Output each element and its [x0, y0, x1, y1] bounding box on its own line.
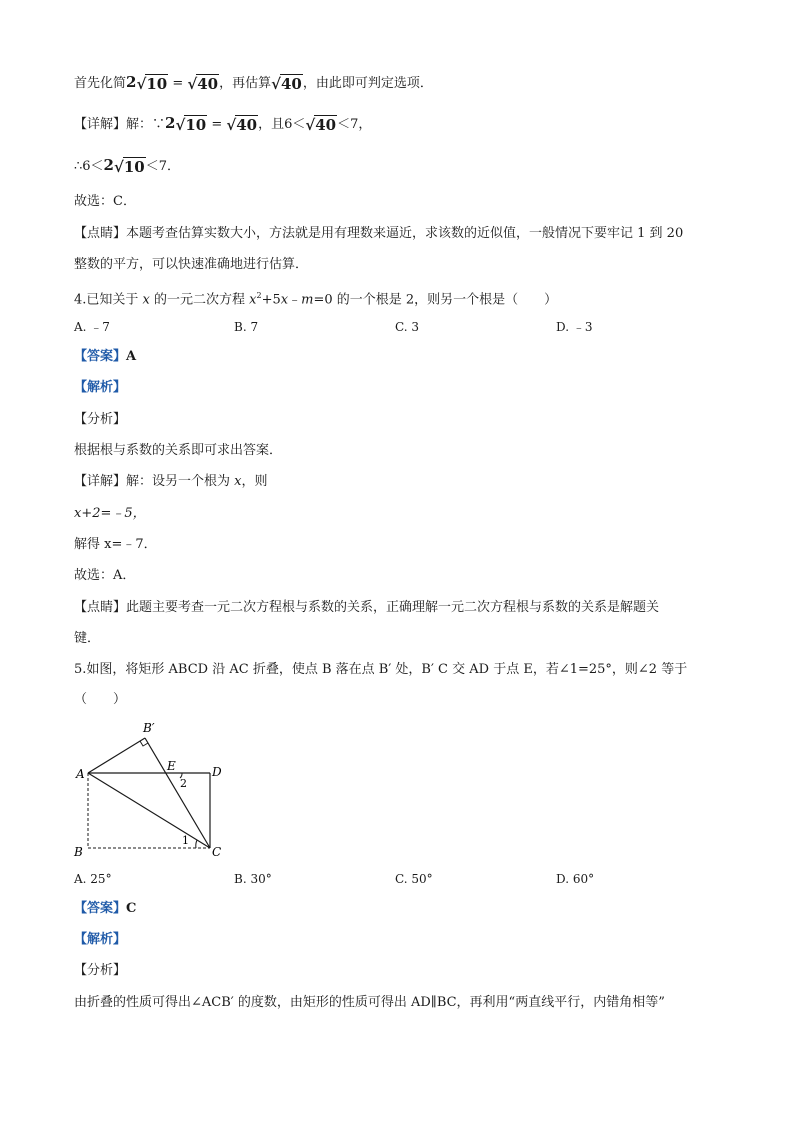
- q5-option-b[interactable]: B. 30°: [234, 872, 272, 886]
- label-a: A: [76, 767, 85, 781]
- sqrt-40: √40: [187, 74, 219, 93]
- q4-option-a[interactable]: A. ﹣7: [74, 320, 110, 334]
- intro-text-2: ，再估算: [219, 76, 272, 91]
- label-c: C: [212, 845, 222, 859]
- intro-eq: =: [168, 76, 188, 91]
- q4-option-b[interactable]: B. 7: [234, 320, 259, 334]
- q3-detail-text-3: ＜7，: [337, 117, 372, 132]
- label-angle-1: 1: [182, 834, 189, 847]
- q4-choose: 故选：A．: [74, 568, 136, 583]
- q5-option-c[interactable]: C. 50°: [395, 872, 433, 886]
- intro-line: [74, 72, 433, 94]
- intro-text-3: ，由此即可判定选项．: [302, 76, 433, 91]
- q5-fenxi-tag: 【分析】: [74, 963, 127, 978]
- label-b: B: [74, 845, 83, 859]
- label-angle-2: 2: [180, 777, 187, 790]
- sqrt-40-b: √40: [271, 74, 302, 93]
- angle-1-arc: [196, 840, 197, 848]
- q5-answer: 【答案】C: [74, 901, 137, 916]
- q4-answer: 【答案】A: [74, 349, 137, 364]
- q5-stem-2: （ ）: [74, 692, 127, 707]
- line-ab-prime: [88, 738, 145, 773]
- q4-fenxi-text: 根据根与系数的关系即可求出答案．: [74, 443, 283, 458]
- q4-eq-line: x+2=﹣5，: [74, 506, 146, 521]
- line-b-prime-c: [145, 738, 210, 848]
- q4-analysis-tag: 【解析】: [74, 380, 127, 395]
- q4-detail: 【详解】解：设另一个根为 x，则: [74, 474, 268, 489]
- label-d: D: [212, 765, 222, 779]
- q3-detail-text-1: 解：∵: [126, 117, 166, 132]
- q5-fenxi-text: 由折叠的性质可得出∠ACB′ 的度数，由矩形的性质可得出 AD∥BC，再利用“两直线平行，内错角相等”: [74, 995, 665, 1010]
- q5-analysis-tag: 【解析】: [74, 932, 127, 947]
- q3-therefore-line: ∴6＜2√10＜7．: [74, 156, 180, 176]
- geometry-figure: [70, 718, 240, 860]
- q4-option-c[interactable]: C. 3: [395, 320, 420, 334]
- q4-comment-2: 键．: [74, 631, 101, 646]
- q4-solve-line: 解得 x=﹣7．: [74, 537, 157, 552]
- q4-option-d[interactable]: D. ﹣3: [556, 320, 593, 334]
- q4-stem: 4.已知关于 x 的一元二次方程 $x^2+5x﹣m=0$ 的一个根是 2，则另一个根是（ ）: [74, 291, 558, 308]
- q4-fenxi-tag: 【分析】: [74, 412, 127, 427]
- q3-detail-line: 【详解】解：∵2√10 = √40，且6＜√40＜7，: [74, 114, 372, 134]
- sqrt-10: √10: [136, 74, 168, 93]
- label-e: E: [167, 759, 176, 773]
- q3-detail-tag: 【详解】: [74, 117, 127, 132]
- q3-comment-2: 整数的平方，可以快速准确地进行估算．: [74, 257, 309, 272]
- q5-stem-1: 5.如图，将矩形 ABCD 沿 AC 折叠，使点 B 落在点 B′ 处，B′ C 交 AD 于点 E，若∠1=25°，则∠2 等于: [74, 662, 688, 677]
- q3-choose: 故选：C．: [74, 194, 136, 209]
- q5-option-d[interactable]: D. 60°: [556, 872, 595, 886]
- line-ac: [88, 773, 210, 848]
- intro-coef: 2: [126, 73, 137, 91]
- q5-option-a[interactable]: A. 25°: [74, 872, 112, 886]
- q3-detail-text-2: ，且6＜: [258, 117, 306, 132]
- intro-text-1: 首先化简: [74, 76, 127, 91]
- q3-comment-1: 【点睛】本题考查估算实数大小，方法就是用有理数来逼近，求该数的近似值，一般情况下要牢记 1 到 20: [74, 226, 684, 241]
- q4-comment-1: 【点睛】此题主要考查一元二次方程根与系数的关系，正确理解一元二次方程根与系数的关系是解题关: [74, 600, 660, 615]
- label-b-prime: B′: [143, 721, 155, 735]
